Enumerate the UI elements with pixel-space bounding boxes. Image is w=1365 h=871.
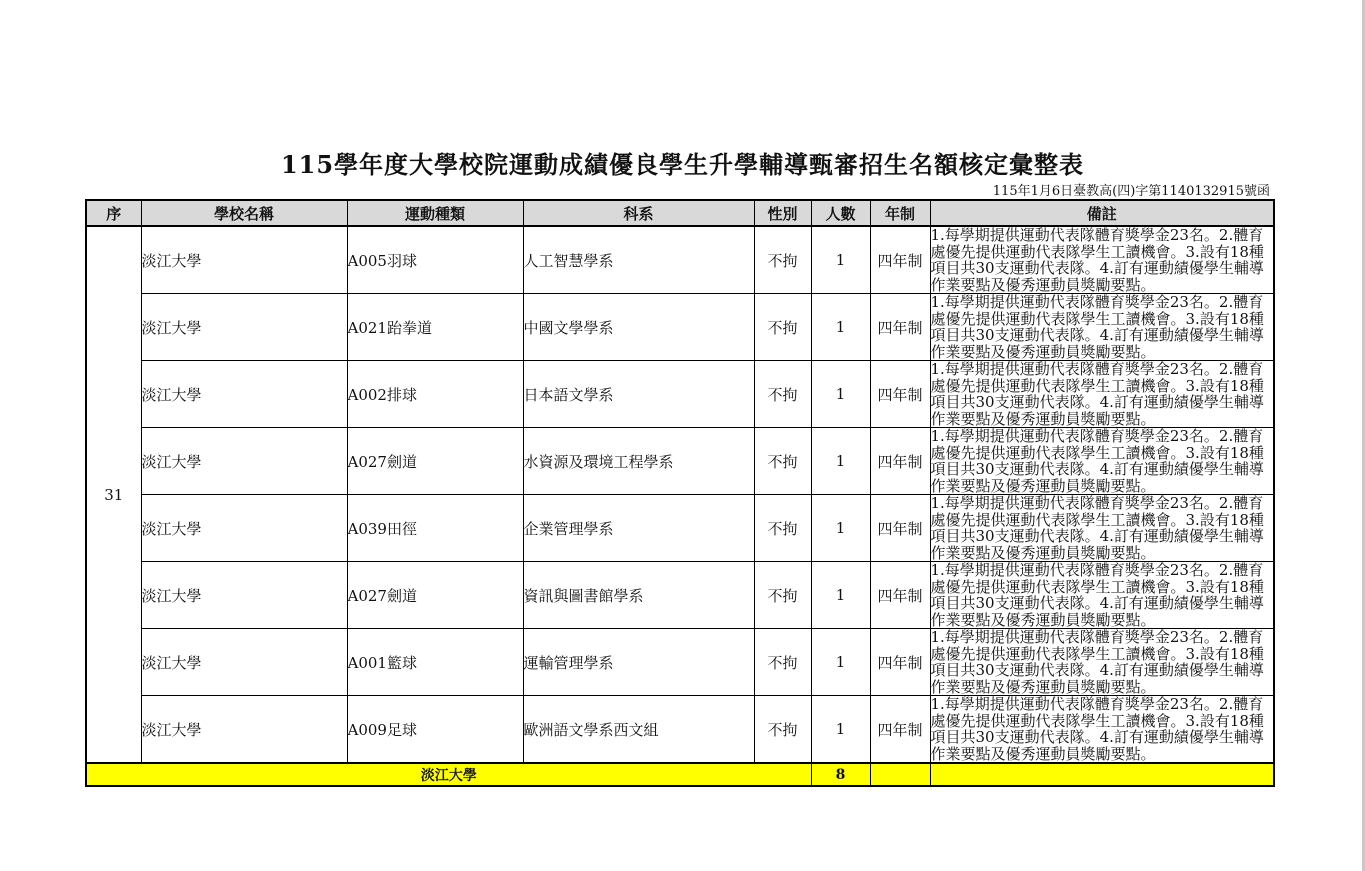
sport-cell: A027劍道: [347, 428, 523, 495]
note-cell: 1.每學期提供運動代表隊體育獎學金23名。2.體育處優先提供運動代表隊學生工讀機會。3.設有18種項目共30支運動代表隊。4.訂有運動績優學生輔導作業要點及優秀運動員獎勵要點。: [930, 696, 1274, 764]
header-school: 學校名稱: [141, 200, 347, 226]
gender-cell: 不拘: [754, 361, 811, 428]
gender-cell: 不拘: [754, 428, 811, 495]
school-cell: 淡江大學: [141, 629, 347, 696]
total-label: 淡江大學: [86, 763, 811, 786]
table-row: [86, 629, 1274, 696]
system-cell: 四年制: [870, 294, 930, 361]
count-cell: 1: [811, 226, 870, 294]
count-cell: 1: [811, 562, 870, 629]
system-cell: 四年制: [870, 629, 930, 696]
system-cell: 四年制: [870, 562, 930, 629]
sport-cell: A005羽球: [347, 226, 523, 294]
sport-cell: A001籃球: [347, 629, 523, 696]
header-row: [86, 200, 1274, 226]
count-cell: 1: [811, 294, 870, 361]
system-cell: 四年制: [870, 428, 930, 495]
dept-cell: 企業管理學系: [523, 495, 754, 562]
note-cell: 1.每學期提供運動代表隊體育獎學金23名。2.體育處優先提供運動代表隊學生工讀機會。3.設有18種項目共30支運動代表隊。4.訂有運動績優學生輔導作業要點及優秀運動員獎勵要點。: [930, 294, 1274, 361]
note-cell: 1.每學期提供運動代表隊體育獎學金23名。2.體育處優先提供運動代表隊學生工讀機會。3.設有18種項目共30支運動代表隊。4.訂有運動績優學生輔導作業要點及優秀運動員獎勵要點。: [930, 629, 1274, 696]
table-row: [86, 696, 1274, 764]
gender-cell: 不拘: [754, 226, 811, 294]
header-system: 年制: [870, 200, 930, 226]
header-sport: 運動種類: [347, 200, 523, 226]
note-cell: 1.每學期提供運動代表隊體育獎學金23名。2.體育處優先提供運動代表隊學生工讀機會。3.設有18種項目共30支運動代表隊。4.訂有運動績優學生輔導作業要點及優秀運動員獎勵要點。: [930, 361, 1274, 428]
table-row: [86, 495, 1274, 562]
gender-cell: 不拘: [754, 294, 811, 361]
dept-cell: 歐洲語文學系西文組: [523, 696, 754, 764]
quota-table: [85, 199, 1275, 787]
school-cell: 淡江大學: [141, 294, 347, 361]
total-system-blank: [870, 763, 930, 786]
table-row: [86, 428, 1274, 495]
sport-cell: A009足球: [347, 696, 523, 764]
count-cell: 1: [811, 428, 870, 495]
system-cell: 四年制: [870, 495, 930, 562]
header-seq: 序: [86, 200, 141, 226]
note-cell: 1.每學期提供運動代表隊體育獎學金23名。2.體育處優先提供運動代表隊學生工讀機會。3.設有18種項目共30支運動代表隊。4.訂有運動績優學生輔導作業要點及優秀運動員獎勵要點。: [930, 562, 1274, 629]
header-count: 人數: [811, 200, 870, 226]
note-cell: 1.每學期提供運動代表隊體育獎學金23名。2.體育處優先提供運動代表隊學生工讀機會。3.設有18種項目共30支運動代表隊。4.訂有運動績優學生輔導作業要點及優秀運動員獎勵要點。: [930, 495, 1274, 562]
gender-cell: 不拘: [754, 495, 811, 562]
gender-cell: 不拘: [754, 562, 811, 629]
document-reference: 115年1月6日臺教高(四)字第1140132915號函: [992, 184, 1270, 199]
header-note: 備註: [930, 200, 1274, 226]
system-cell: 四年制: [870, 361, 930, 428]
total-row: [86, 763, 1274, 786]
header-gender: 性別: [754, 200, 811, 226]
total-note-blank: [930, 763, 1274, 786]
system-cell: 四年制: [870, 696, 930, 764]
dept-cell: 運輸管理學系: [523, 629, 754, 696]
table-row: [86, 562, 1274, 629]
gender-cell: 不拘: [754, 696, 811, 764]
sport-cell: A027劍道: [347, 562, 523, 629]
dept-cell: 中國文學學系: [523, 294, 754, 361]
school-cell: 淡江大學: [141, 226, 347, 294]
total-count: 8: [811, 763, 870, 786]
school-cell: 淡江大學: [141, 696, 347, 764]
school-cell: 淡江大學: [141, 428, 347, 495]
dept-cell: 人工智慧學系: [523, 226, 754, 294]
system-cell: 四年制: [870, 226, 930, 294]
count-cell: 1: [811, 495, 870, 562]
table-row: [86, 361, 1274, 428]
sport-cell: A002排球: [347, 361, 523, 428]
school-cell: 淡江大學: [141, 495, 347, 562]
table-row: [86, 226, 1274, 294]
school-cell: 淡江大學: [141, 562, 347, 629]
dept-cell: 資訊與圖書館學系: [523, 562, 754, 629]
sport-cell: A021跆拳道: [347, 294, 523, 361]
dept-cell: 日本語文學系: [523, 361, 754, 428]
school-cell: 淡江大學: [141, 361, 347, 428]
table-row: [86, 294, 1274, 361]
sport-cell: A039田徑: [347, 495, 523, 562]
gender-cell: 不拘: [754, 629, 811, 696]
count-cell: 1: [811, 696, 870, 764]
count-cell: 1: [811, 629, 870, 696]
note-cell: 1.每學期提供運動代表隊體育獎學金23名。2.體育處優先提供運動代表隊學生工讀機會。3.設有18種項目共30支運動代表隊。4.訂有運動績優學生輔導作業要點及優秀運動員獎勵要點。: [930, 428, 1274, 495]
header-dept: 科系: [523, 200, 754, 226]
seq-cell: 31: [86, 226, 141, 763]
note-cell: 1.每學期提供運動代表隊體育獎學金23名。2.體育處優先提供運動代表隊學生工讀機會。3.設有18種項目共30支運動代表隊。4.訂有運動績優學生輔導作業要點及優秀運動員獎勵要點。: [930, 226, 1274, 294]
dept-cell: 水資源及環境工程學系: [523, 428, 754, 495]
document-title: 115學年度大學校院運動成績優良學生升學輔導甄審招生名額核定彙整表: [280, 150, 1085, 179]
count-cell: 1: [811, 361, 870, 428]
